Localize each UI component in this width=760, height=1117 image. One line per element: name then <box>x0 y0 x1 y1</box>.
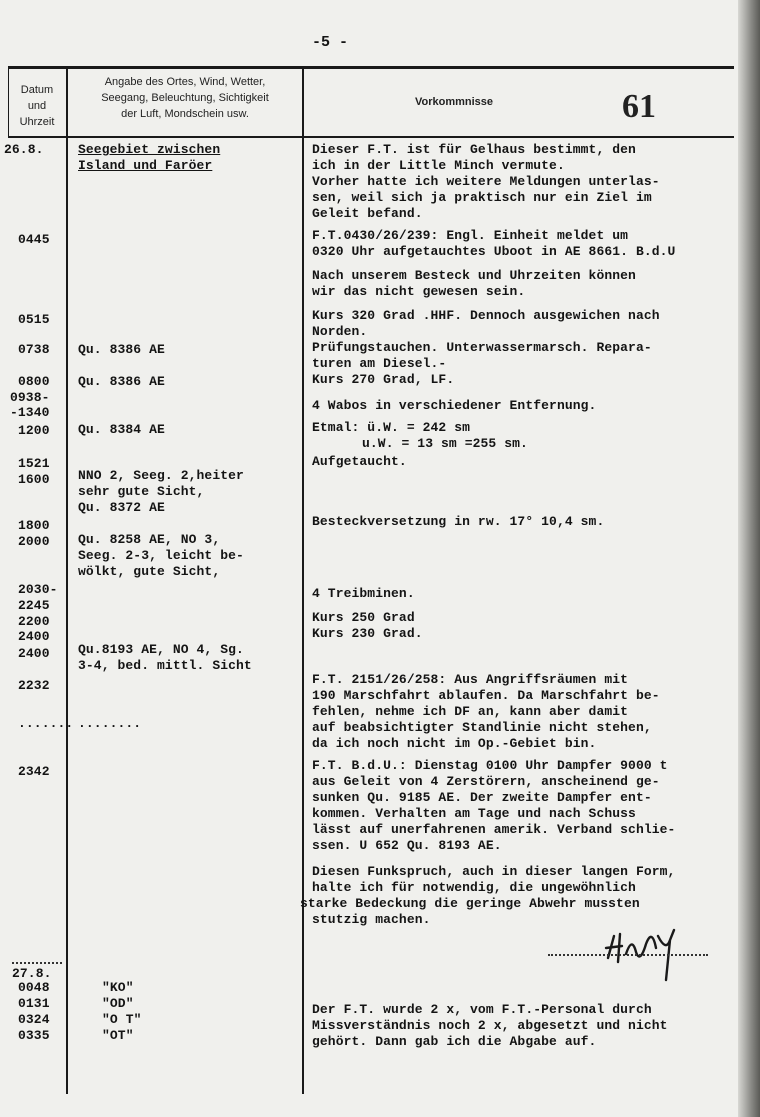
entry-place: 3-4, bed. mittl. Sicht <box>78 658 252 673</box>
entry-place: wölkt, gute Sicht, <box>78 564 221 579</box>
entry-time: 2400 <box>18 629 50 644</box>
entry-time: 0445 <box>18 232 50 247</box>
entry-place: Qu. 8384 AE <box>78 422 165 437</box>
entry-time: 2400 <box>18 646 50 661</box>
entry-time: 0335 <box>18 1028 50 1043</box>
entry-text: Kurs 230 Grad. <box>312 626 423 641</box>
entry-text: 4 Wabos in verschiedener Entfernung. <box>312 398 597 413</box>
entry-time: 1521 <box>18 456 50 471</box>
entry-text: 0320 Uhr aufgetauchtes Uboot in AE 8661. B.d.U <box>312 244 676 259</box>
entry-time: ....... <box>18 716 74 731</box>
entry-text: ich in der Little Minch vermute. <box>312 158 565 173</box>
entry-time: 0324 <box>18 1012 50 1027</box>
entry-text: F.T. B.d.U.: Dienstag 0100 Uhr Dampfer 9000 t <box>312 758 668 773</box>
column-rule-1 <box>66 66 68 1094</box>
entry-place: ........ <box>78 716 142 731</box>
entry-text: wir das nicht gewesen sein. <box>312 284 526 299</box>
entry-text: da ich noch nicht im Op.-Gebiet bin. <box>312 736 597 751</box>
entry-text: Nach unserem Besteck und Uhrzeiten können <box>312 268 636 283</box>
page-binding-edge <box>738 0 760 1117</box>
column-rule-2 <box>302 66 304 1094</box>
entry-text: fehlen, nehme ich DF an, kann aber damit <box>312 704 629 719</box>
header-events: Vorkommnisse <box>414 96 494 108</box>
entry-place: Qu. 8372 AE <box>78 500 165 515</box>
entry-text: lässt auf unerfahrenen amerik. Verband schlie- <box>312 822 676 837</box>
entry-time: 2342 <box>18 764 50 779</box>
entry-text: Geleit befand. <box>312 206 423 221</box>
header-date-time: Datum und Uhrzeit <box>19 84 55 128</box>
entry-text: Prüfungstauchen. Unterwassermarsch. Repara- <box>312 340 652 355</box>
entry-text: stutzig machen. <box>312 912 431 927</box>
entry-text: Vorher hatte ich weitere Meldungen unterlas- <box>312 174 660 189</box>
entry-text: sen, weil sich ja praktisch nur ein Ziel im <box>312 190 652 205</box>
entry-time: 0515 <box>18 312 50 327</box>
page-number: -5 - <box>312 34 349 51</box>
entry-place: Qu. 8386 AE <box>78 342 165 357</box>
entry-place: Seeg. 2-3, leicht be- <box>78 548 244 563</box>
entry-text: 4 Treibminen. <box>312 586 415 601</box>
entry-text: halte ich für notwendig, die ungewöhnlich <box>312 880 636 895</box>
entry-text: Der F.T. wurde 2 x, vom F.T.-Personal durch <box>312 1002 652 1017</box>
entry-place: Qu. 8386 AE <box>78 374 165 389</box>
entry-text: F.T. 2151/26/258: Aus Angriffsräumen mit <box>312 672 629 687</box>
entry-time: 1800 <box>18 518 50 533</box>
entry-text: Norden. <box>312 324 368 339</box>
entry-time: 2245 <box>18 598 50 613</box>
entry-text: Kurs 270 Grad, LF. <box>312 372 455 387</box>
entry-text: Besteckversetzung in rw. 17° 10,4 sm. <box>312 514 605 529</box>
date-dotted-line <box>12 962 62 964</box>
entry-time: 0800 <box>18 374 50 389</box>
header-location-weather: Angabe des Ortes, Wind, Wetter, Seegang, Beleuchtung, Sichtigkeit der Luft, Mondschein usw. <box>101 76 269 120</box>
header-top-rule <box>8 66 734 69</box>
entry-place: NNO 2, Seeg. 2,heiter <box>78 468 244 483</box>
entry-text: sunken Qu. 9185 AE. Der zweite Dampfer ent- <box>312 790 652 805</box>
entry-place: Seegebiet zwischen <box>78 142 221 157</box>
entry-time: 1600 <box>18 472 50 487</box>
entry-text: Etmal: ü.W. = 242 sm <box>312 420 471 435</box>
entry-time: 26.8. <box>4 142 44 157</box>
entry-place: sehr gute Sicht, <box>78 484 205 499</box>
commander-signature <box>600 918 690 988</box>
entry-time: 0048 <box>18 980 50 995</box>
entry-time: 0938- <box>10 390 50 405</box>
entry-text: kommen. Verhalten am Tage und nach Schuss <box>312 806 636 821</box>
entry-text: F.T.0430/26/239: Engl. Einheit meldet um <box>312 228 629 243</box>
signature-dotted-line <box>548 954 708 956</box>
entry-text: gehört. Dann gab ich die Abgabe auf. <box>312 1034 597 1049</box>
entry-place: "OD" <box>102 996 134 1011</box>
entry-time: 2000 <box>18 534 50 549</box>
entry-time: 2200 <box>18 614 50 629</box>
entry-time: 2232 <box>18 678 50 693</box>
entry-time: 1200 <box>18 423 50 438</box>
entry-time: -1340 <box>10 405 50 420</box>
entry-text: ssen. U 652 Qu. 8193 AE. <box>312 838 502 853</box>
entry-text: Kurs 320 Grad .HHF. Dennoch ausgewichen nach <box>312 308 660 323</box>
entry-text: Aufgetaucht. <box>312 454 407 469</box>
entry-place: "O T" <box>102 1012 142 1027</box>
stamp-number: 61 <box>622 88 656 125</box>
entry-time: 27.8. <box>12 966 52 981</box>
entry-text: starke Bedeckung die geringe Abwehr mussten <box>300 896 640 911</box>
entry-place: Qu. 8258 AE, NO 3, <box>78 532 221 547</box>
entry-place: Island und Faröer <box>78 158 213 173</box>
entry-place: "KO" <box>102 980 134 995</box>
entry-text: auf beabsichtigter Standlinie nicht stehen, <box>312 720 652 735</box>
entry-text: u.W. = 13 sm =255 sm. <box>362 436 528 451</box>
entry-place: Qu.8193 AE, NO 4, Sg. <box>78 642 244 657</box>
entry-time: 2030- <box>18 582 58 597</box>
entry-text: Dieser F.T. ist für Gelhaus bestimmt, den <box>312 142 636 157</box>
entry-text: Diesen Funkspruch, auch in dieser langen Form, <box>312 864 676 879</box>
header-bottom-rule <box>8 136 734 138</box>
entry-time: 0131 <box>18 996 50 1011</box>
entry-text: aus Geleit von 4 Zerstörern, anscheinend ge- <box>312 774 660 789</box>
entry-text: turen am Diesel.- <box>312 356 447 371</box>
entry-text: Kurs 250 Grad <box>312 610 415 625</box>
entry-text: 190 Marschfahrt ablaufen. Da Marschfahrt be- <box>312 688 660 703</box>
entry-time: 0738 <box>18 342 50 357</box>
entry-place: "OT" <box>102 1028 134 1043</box>
entry-text: Missverständnis noch 2 x, abgesetzt und nicht <box>312 1018 668 1033</box>
